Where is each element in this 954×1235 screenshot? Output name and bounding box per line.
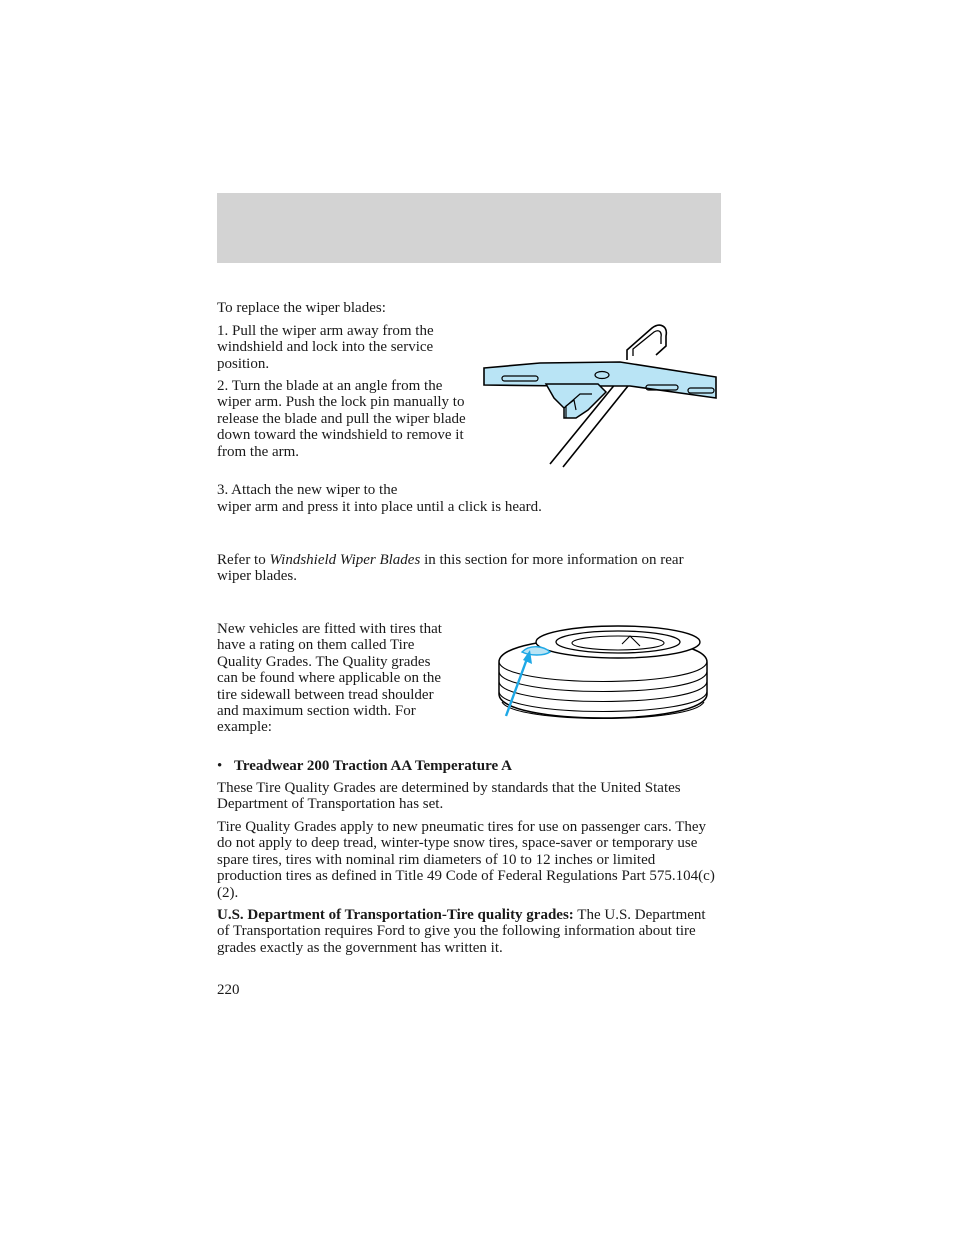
wiper-step-2: 2. Turn the blade at an angle from the wiper arm. Push the lock pin manually to release the blade and pull the wiper blade down toward the windshield to remove it from the arm. — [217, 378, 466, 460]
windshield-wiper-blades-link: Windshield Wiper Blades — [269, 552, 421, 568]
wiper-step-1: 1. Pull the wiper arm away from the windshield and lock into the service position. — [217, 323, 434, 372]
wiper-step-3-line-1: 3. Attach the new wiper to the — [217, 482, 398, 498]
wiper-step-3-line-2: wiper arm and press it into place until a click is heard. — [217, 499, 542, 515]
tire-para-1: These Tire Quality Grades are determined by standards that the United States Department of Transportation has set. — [217, 780, 681, 813]
blade-adapter — [546, 384, 606, 418]
tire-grade-example: • Treadwear 200 Traction AA Temperature A — [217, 758, 512, 774]
bullet-icon: • — [217, 758, 223, 774]
tire-illustration — [494, 622, 712, 732]
tire-intro: New vehicles are fitted with tires that have a rating on them called Tire Quality Grades. The Quality grades can be found where applicable on the tire sidewall between tread shoulder and maximum section width. For example: — [217, 621, 442, 736]
wiper-intro: To replace the wiper blades: — [217, 300, 386, 316]
tire-para-2: Tire Quality Grades apply to new pneumatic tires for use on passenger cars. They do not apply to deep tread, winter-type snow tires, space-saver or temporary use spare tires, tires with nominal rim diameters of 10 to 12 inches or limited production tires as defined in Title 49 Code of Federal Regulations Part 575.104(c)(2). — [217, 819, 715, 901]
tire-para-3: U.S. Department of Transportation-Tire quality grades: The U.S. Department of Transportation requires Ford to give you the following information about tire grades exactly as the government has written it. — [217, 907, 706, 956]
page-number: 220 — [217, 982, 240, 998]
section-header-band — [217, 193, 721, 263]
wiper-blade-illustration — [480, 322, 720, 470]
rear-wiper-reference: Refer to Windshield Wiper Blades in this section for more information on rear wiper blades. — [217, 552, 684, 585]
